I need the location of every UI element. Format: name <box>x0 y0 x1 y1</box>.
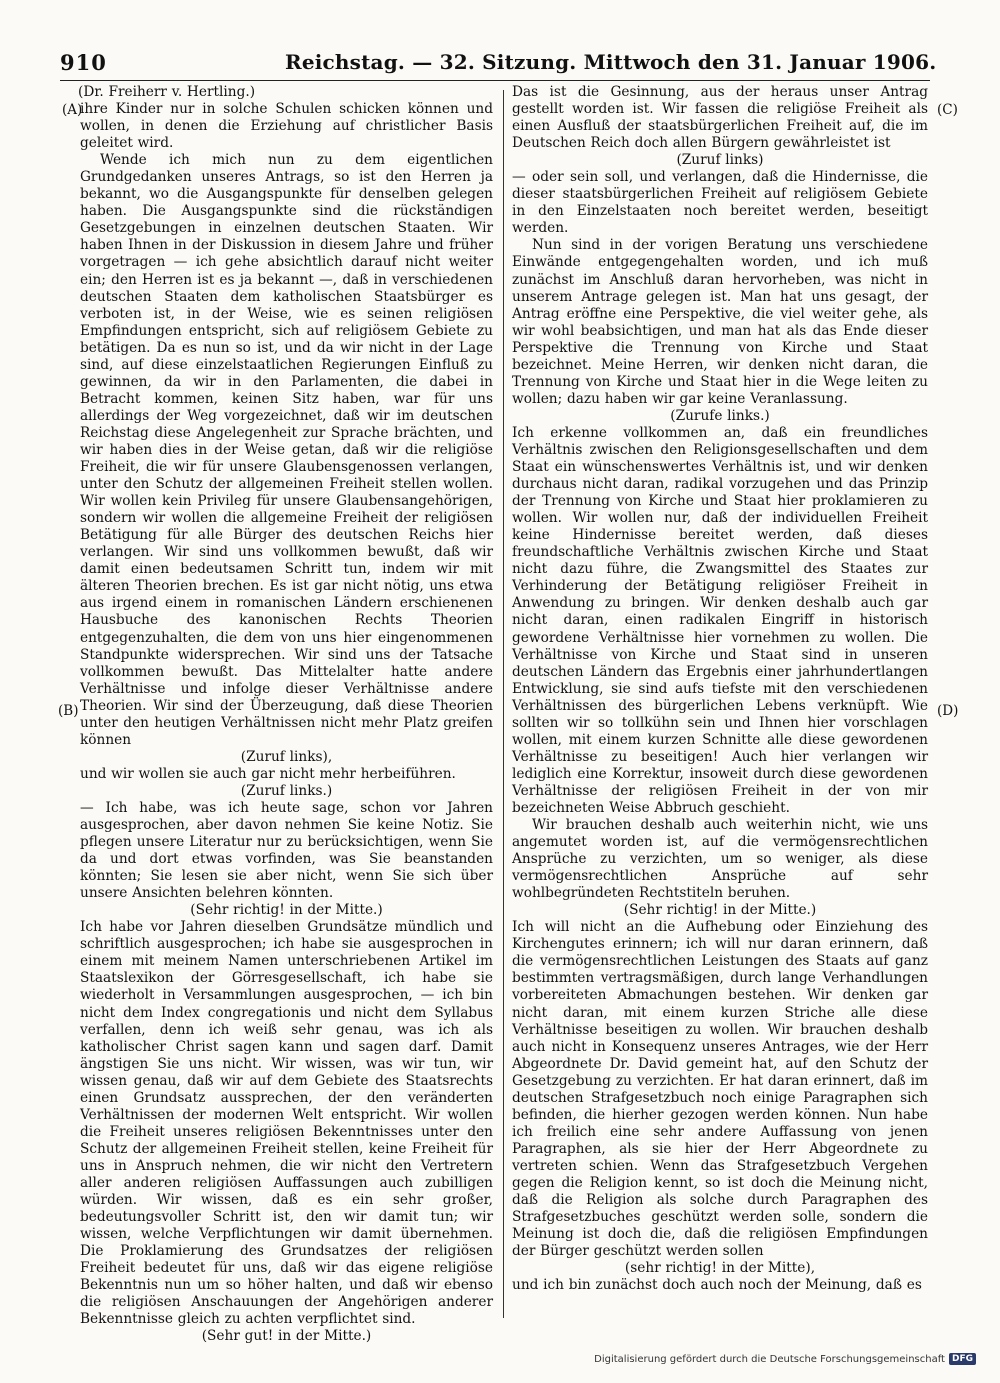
paragraph: und wir wollen sie auch gar nicht mehr herbeiführen. <box>80 765 456 782</box>
interjection: (Zuruf links.) <box>240 782 333 799</box>
interjection: (sehr richtig! in der Mitte), <box>624 1260 816 1277</box>
paragraph: und ich bin zunächst doch auch noch der Meinung, daß es <box>512 1277 922 1294</box>
paragraph: ihre Kinder nur in solche Schulen schicken können und wollen, in denen die Erziehung auf christlicher Basis geleitet wird. <box>80 101 493 152</box>
footer <box>594 1353 976 1365</box>
paragraph: Ich habe vor Jahren dieselben Grundsätze mündlich und schriftlich ausgesprochen; ich habe sie ausgesprochen in einem mit meinem Namen unterschriebenen Artikel im Staatslexikon der Görresgesellschaft, ich habe sie wiederholt in Versammlungen ausgesprochen, — ich bin nicht dem Index congregationis und nicht dem Syllabus verfallen, denn ich weiß sehr genau, was ich als katholischer Christ sagen kann und sagen darf. Damit ängstigen Sie uns nicht. Wir wissen, was wir tun, wir wissen genau, daß wir auf dem Gebiete des Staatsrechts einen Grundsatz aussprechen, der den veränderten Verhältnissen der modernen Welt entspricht. Wir wollen die Freiheit unseres religiösen Bekenntnisses unter den Schutz der allgemeinen Freiheit stellen, keine Freiheit für uns in Anspruch nehmen, die wir nicht den Vertretern aller anderen religiösen Auffassungen auch zubilligen würden. Wir wissen, daß es ein sehr großer, bedeutungsvoller Schritt ist, den wir damit tun; wir wissen, welche Verpflichtungen wir damit übernehmen. Die Proklamierung des Grundsatzes der religiösen Freiheit bedeutet für uns, daß wir das eigene religiöse Bekenntnis nun um so höher halten, und daß wir ebenso die religiösen Anschauungen der Angehörigen anderer Bekenntnisse gleich zu achten verpflichtet sind. <box>80 919 493 1328</box>
dfg-logo-icon: DFG <box>949 1353 976 1365</box>
paragraph: Wir brauchen deshalb auch weiterhin nicht, wie uns angemutet worden ist, auf die vermögensrechtlichen Ansprüche zu verzichten, um so weniger, als diese vermögensrechtlichen Ansprüche auf sehr wohlbegründeten Rechtstiteln beruhen. <box>512 817 928 902</box>
page-number: 910 <box>60 50 107 75</box>
right-column-body <box>512 84 928 1294</box>
interjection: (Zuruf links) <box>676 152 764 169</box>
margin-mark-d: (D) <box>937 703 959 719</box>
column-divider <box>503 90 504 1318</box>
page-title: Reichstag. — 32. Sitzung. Mittwoch den 31. Januar 1906. <box>285 50 937 74</box>
interjection: (Sehr richtig! in der Mitte.) <box>623 902 817 919</box>
left-column <box>80 84 493 1345</box>
interjection: (Sehr gut! in der Mitte.) <box>201 1328 372 1345</box>
header-rule <box>60 80 930 81</box>
paragraph: Ich will nicht an die Aufhebung oder Einziehung des Kirchengutes erinnern; ich will nur daran erinnern, daß die vermögensrechtlichen Leistungen des Staats auf ganz bestimmten vertragsmäßigen, durch lange Verhandlungen vorbereiteten Abmachungen bestehen. Wir denken gar nicht daran, mit einem kurzen Striche alle diese Verhältnisse beseitigen zu wollen. Wir brauchen deshalb auch nicht in Konsequenz unseres Antrages, wie der Herr Abgeordnete Dr. David gemeint hat, auf den Schutz der Gesetzgebung zu verzichten. Er hat daran erinnert, daß im deutschen Strafgesetzbuch noch einige Paragraphen sich befinden, die hierher gezogen werden können. Nun habe ich freilich eine sehr andere Auffassung von jenen Paragraphen, als sie hier der Herr Abgeordnete zu vertreten schien. Wenn das Strafgesetzbuch Vergehen gegen die Religion kennt, so ist doch die Meinung nicht, daß die Religion als solche durch Paragraphen des Strafgesetzbuches geschützt werden solle, sondern die Meinung ist doch die, daß die religiösen Empfindungen der Bürger geschützt werden sollen <box>512 919 928 1260</box>
right-column <box>512 84 928 1294</box>
page-header <box>60 50 937 75</box>
margin-mark-a: (A) <box>62 102 83 118</box>
footer-credit: Digitalisierung gefördert durch die Deutsche Forschungsgemeinschaft <box>594 1353 945 1365</box>
paragraph: Ich erkenne vollkommen an, daß ein freundliches Verhältnis zwischen den Religionsgesellschaften und dem Staat ein wünschenswertes Verhältnis ist, und wir denken durchaus nicht daran, radikal vorzugehen und das Prinzip der Trennung von Kirche und Staat hier proklamieren zu wollen. Wir wollen nur, daß der individuellen Freiheit keine Hindernisse bereitet werden, daß dieses freundschaftliche Verhältnis zwischen Kirche und Staat nicht dazu führe, die Zwangsmittel des Staates zur Verhinderung der Betätigung religiöser Freiheit in Anwendung zu bringen. Wir denken deshalb auch gar nicht daran, einen radikalen Eingriff in historisch gewordene Verhältnisse hier vornehmen zu wollen. Die Verhältnisse von Kirche und Staat sind in unseren deutschen Ländern das Ergebnis einer jahrhundertlangen Entwicklung, sie sind aufs tiefste mit den verschiedenen Verhältnissen des bürgerlichen Lebens verknüpft. Wie sollten wir so tollkühn sein und Ihnen hier vorschlagen wollen, mit einem kurzen Schnitte alle diese gewordenen Verhältnisse zu beseitigen! Auch hier verlangen wir lediglich eine Korrektur, insoweit durch diese gewordenen Verhältnisse der religiösen Freiheit in der von mir bezeichneten Weise Abbruch geschieht. <box>512 424 928 816</box>
paragraph: Nun sind in der vorigen Beratung uns verschiedene Einwände entgegengehalten worden, und ich muß zunächst im Anschluß daran hervorheben, was nicht in unserem Antrage gelegen ist. Man hat uns gesagt, der Antrag eröffne eine Perspektive, die viel weiter gehe, als wir wohl beabsichtigen, und man hat als das Ende dieser Perspektive die Trennung von Kirche und Staat bezeichnet. Meine Herren, wir denken nicht daran, die Trennung von Kirche und Staat hier in die Wege leiten zu wollen; dazu haben wir gar keine Veranlassung. <box>512 237 928 407</box>
interjection: (Zurufe links.) <box>670 407 770 424</box>
interjection: (Sehr richtig! in der Mitte.) <box>190 902 383 919</box>
margin-mark-c: (C) <box>937 102 958 118</box>
margin-mark-b: (B) <box>58 703 79 719</box>
paragraph: — oder sein soll, und verlangen, daß die Hindernisse, die dieser staatsbürgerlichen Freiheit auf religiösem Gebiete in den Einzelstaaten noch bereitet werden, beseitigt werden. <box>512 169 928 237</box>
left-column-body <box>80 101 493 1345</box>
speaker-label: (Dr. Freiherr v. Hertling.) <box>78 84 256 100</box>
paragraph: Das ist die Gesinnung, aus der heraus unser Antrag gestellt worden ist. Wir fassen die religiöse Freiheit als einen Ausfluß der staatsbürgerlichen Freiheit auf, die im Deutschen Reich doch allen Bürgern gewährleistet ist <box>512 84 928 152</box>
paragraph: Wende ich mich nun zu dem eigentlichen Grundgedanken unseres Antrags, so ist den Herren ja bekannt, wo die Ausgangspunkte für denselben gelegen haben. Die Ausgangspunkte sind die rückständigen Gesetzgebungen in einzelnen deutschen Staaten. Wir haben Ihnen in der Diskussion in diesem Jahre und früher vorgetragen — ich gehe absichtlich darauf nicht weiter ein; den Herren ist es ja bekannt —, daß in verschiedenen deutschen Staaten dem katholischen Staatsbürger es verboten ist, in der Weise, wie es seinen religiösen Empfindungen entspricht, sich auf religiösem Gebiete zu betätigen. Da es nun so ist, und da wir nicht in der Lage sind, auf diese einzelstaatlichen Regierungen Einfluß zu gewinnen, da wir in den Parlamenten, die dabei in Betracht kommen, keinen Sitz haben, war für uns allerdings der Weg vorgezeichnet, daß wir im deutschen Reichstag diese Angelegenheit zur Sprache brächten, und wir haben dies in der Weise getan, daß wir die religiöse Freiheit, die wir für unsere Glaubensgenossen verlangen, unter den Schutz der allgemeinen Freiheit stellen wollen. Wir wollen kein Privileg für unsere Glaubensangehörigen, sondern wir wollen die allgemeine Freiheit der religiösen Betätigung für alle Bürger des deutschen Reichs hier verlangen. Wir sind uns vollkommen bewußt, daß wir damit einen bedeutsamen Schritt tun, indem wir mit älteren Theorien brechen. Es ist gar nicht nötig, uns etwa aus irgend einem in romanischen Ländern erschienenen Hausbuche des kanonischen Rechts Theorien entgegenzuhalten, die dem von uns hier eingenommenen Standpunkte widersprechen. Wir sind uns der Tatsache vollkommen bewußt. Das Mittelalter hatte andere Verhältnisse und infolge dieser Verhältnisse andere Theorien. Wir sind der Überzeugung, daß diese Theorien unter den heutigen Verhältnissen nicht mehr Platz greifen können <box>80 152 493 748</box>
interjection: (Zuruf links), <box>240 748 333 765</box>
paragraph: — Ich habe, was ich heute sage, schon vor Jahren ausgesprochen, aber davon nehmen Sie keine Notiz. Sie pflegen unsere Literatur nur zu berücksichtigen, wenn Sie da und dort etwas vorfinden, was Sie beanstanden könnten; Sie lesen sie aber nicht, wenn Sie sich über unsere Ansichten belehren könnten. <box>80 799 493 902</box>
